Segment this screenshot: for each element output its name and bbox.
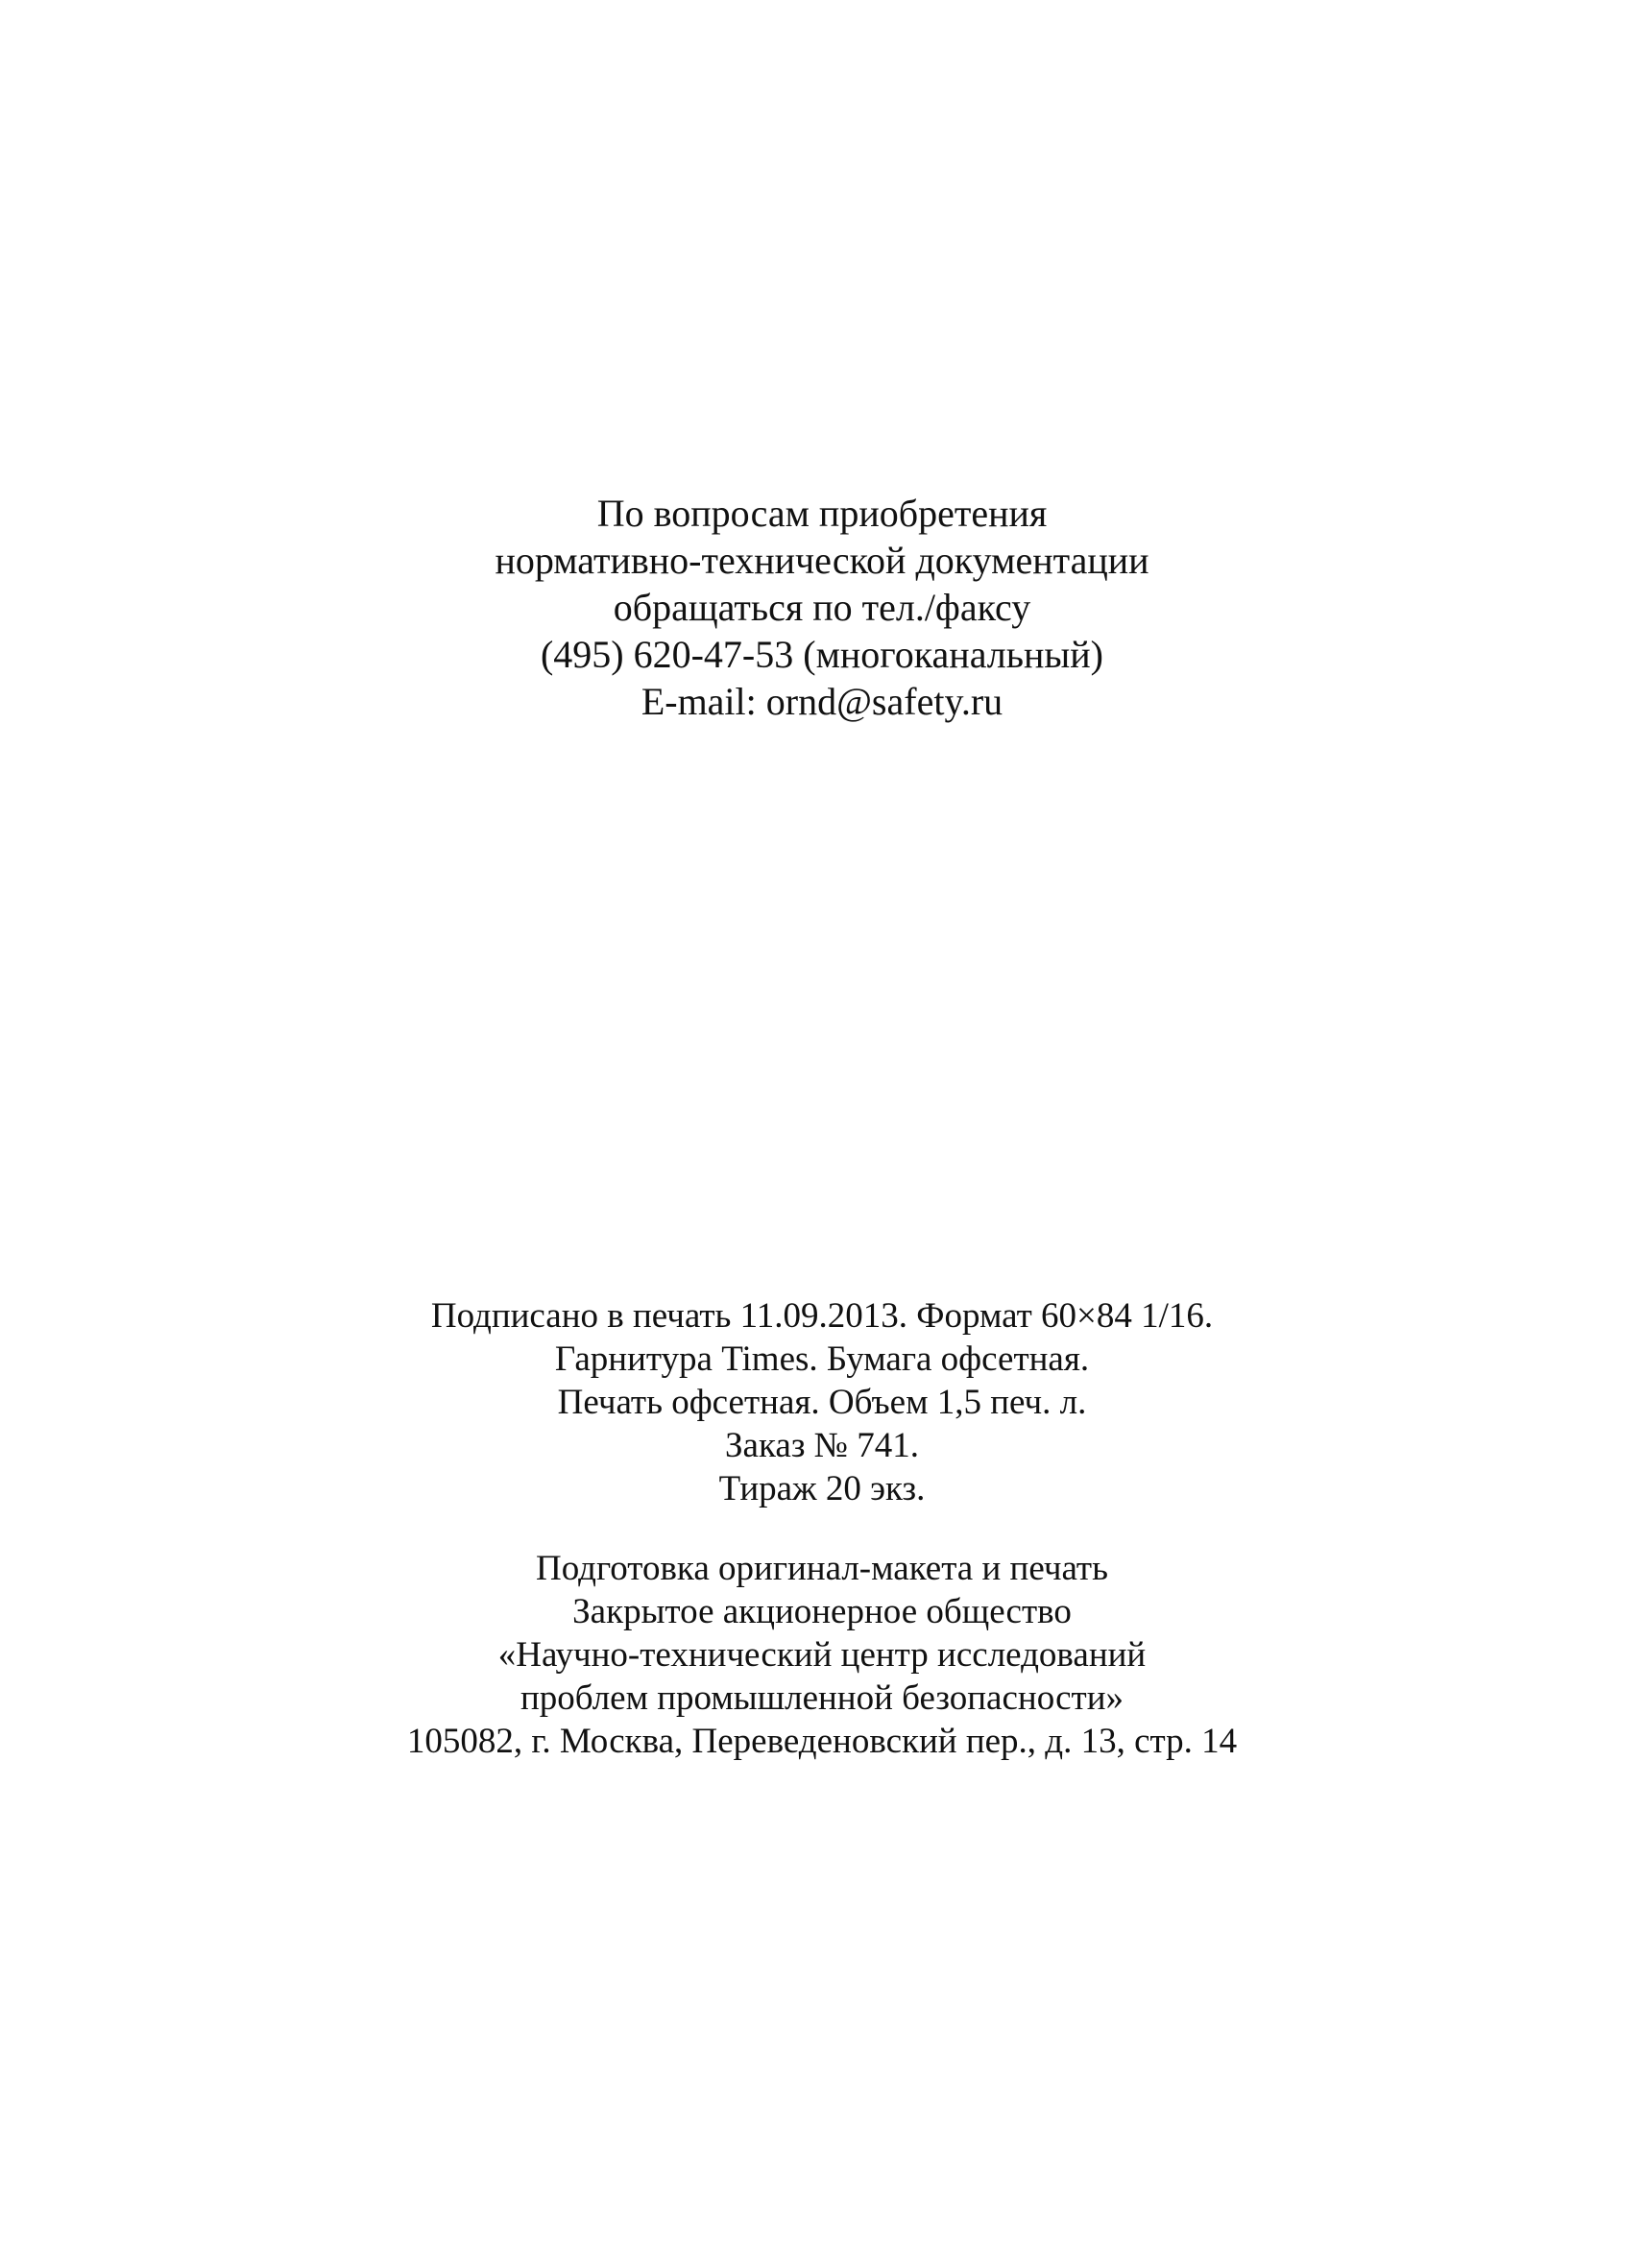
producer-company-name-1: «Научно-технический центр исследований — [497, 1635, 1147, 1675]
contact-phone: (495) 620-47-53 (многоканальный) — [540, 633, 1104, 676]
contact-email: E-mail: ornd@safety.ru — [641, 680, 1003, 723]
contact-heading: По вопросам приобретения — [596, 492, 1048, 535]
producer-address: 105082, г. Москва, Переведеновский пер., д. 13, стр. 14 — [406, 1722, 1238, 1761]
imprint-print-run: Тираж 20 экз. — [718, 1469, 926, 1508]
imprint-typeface-paper: Гарнитура Times. Бумага офсетная. — [554, 1339, 1090, 1379]
producer-company-type: Закрытое акционерное общество — [572, 1592, 1072, 1631]
producer-service: Подготовка оригинал-макета и печать — [536, 1549, 1108, 1588]
purchase-contact-block — [0, 490, 1644, 725]
contact-instruction: обращаться по тел./факсу — [613, 586, 1031, 629]
producer-block — [0, 1547, 1644, 1763]
imprint-signed-format: Подписано в печать 11.09.2013. Формат 60×84 1/16. — [430, 1296, 1214, 1336]
imprint-print-volume: Печать офсетная. Объем 1,5 печ. л. — [557, 1383, 1087, 1422]
print-imprint-block — [0, 1294, 1644, 1510]
contact-subject: нормативно-технической документации — [495, 539, 1149, 582]
producer-company-name-2: проблем промышленной безопасности» — [520, 1678, 1124, 1718]
imprint-order-number: Заказ № 741. — [725, 1426, 919, 1465]
